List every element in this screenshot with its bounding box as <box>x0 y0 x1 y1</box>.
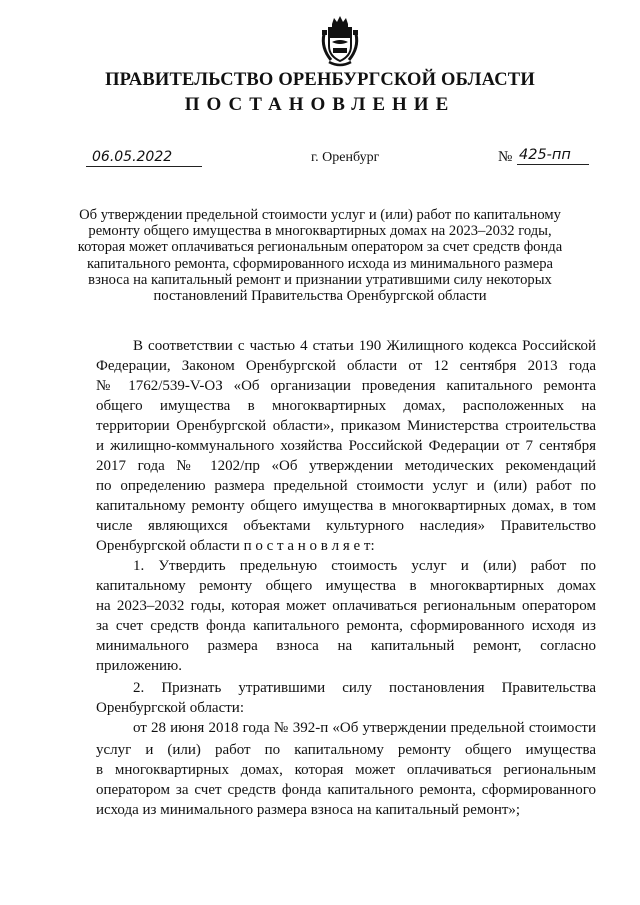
body-line: 2017 года № 1202/пр «Об утверждении методических рекомендаций <box>96 458 596 474</box>
document-type-title: ПОСТАНОВЛЕНИЕ <box>184 94 456 115</box>
body-line: приложению. <box>96 658 183 674</box>
body-line: 2. Признать утратившими силу постановления Правительства <box>133 680 596 696</box>
body-line: услуг и (или) работ по капитальному ремонту общего имущества <box>96 742 596 758</box>
subject-line: постановлений Правительства Оренбургской области <box>153 288 487 305</box>
body-line: № 1762/539-V-ОЗ «Об организации проведения капитального ремонта <box>96 378 596 394</box>
body-line: и жилищно-коммунального хозяйства Российской Федерации от 7 сентября <box>96 438 596 454</box>
body-line: исхода из минимального размера взноса на капитальный ремонт»; <box>96 802 521 818</box>
body-line: минимального размера взноса на капитальный ремонт, согласно <box>96 638 596 654</box>
body-line: за счет средств фонда капитального ремонта, сформированного исходя из <box>96 618 596 634</box>
body-line: Оренбургской области п о с т а н о в л я е т: <box>96 538 375 554</box>
body-line: числе являющихся объектами культурного наследия» Правительство <box>96 518 596 534</box>
body-line: капитальному ремонту общего имущества в многоквартирных домах, в том <box>96 498 596 514</box>
body-line: в многоквартирных домах, которая может оплачиваться региональным <box>96 762 596 778</box>
document-date: 06.05.2022 <box>86 148 202 167</box>
government-title: ПРАВИТЕЛЬСТВО ОРЕНБУРГСКОЙ ОБЛАСТИ <box>105 70 535 90</box>
number-label: № <box>498 149 513 165</box>
body-line: территории Оренбургской области», приказом Министерства строительства <box>96 418 596 434</box>
body-line: В соответствии с частью 4 статьи 190 Жилищного кодекса Российской <box>133 338 596 354</box>
document-city: г. Оренбург <box>311 150 380 165</box>
subject-line: которая может оплачиваться региональным оператором за счет средств фонда <box>77 239 563 256</box>
body-line: от 28 июня 2018 года № 392-п «Об утверждении предельной стоимости <box>133 720 596 736</box>
body-line: по определению размера предельной стоимости услуг и (или) работ по <box>96 478 596 494</box>
body-line: общего имущества в многоквартирных домах, расположенных на <box>96 398 596 414</box>
coat-of-arms-icon <box>319 14 361 68</box>
subject-line: ремонту общего имущества в многоквартирных домах на 2023–2032 годы, <box>88 223 552 240</box>
body-line: на 2023–2032 годы, которая может оплачиваться региональным оператором <box>96 598 596 614</box>
body-line: капитальному ремонту общего имущества в многоквартирных домах <box>96 578 596 594</box>
body-line: оператором за счет средств фонда капитального ремонта, сформированного <box>96 782 596 798</box>
document-subject <box>0 207 640 304</box>
body-line: Оренбургской области: <box>96 700 245 716</box>
body-line: Федерации, Законом Оренбургской области от 12 сентября 2013 года <box>96 358 596 374</box>
subject-line: капитального ремонта, сформированного исхода из минимального размера <box>86 255 554 272</box>
subject-line: взноса на капитальный ремонт и признании утратившими силу некоторых <box>88 271 552 288</box>
body-line: 1. Утвердить предельную стоимость услуг и (или) работ по <box>133 558 596 574</box>
document-number: 425-пп <box>517 146 589 165</box>
subject-line: Об утверждении предельной стоимости услуг и (или) работ по капитальному <box>79 207 561 223</box>
